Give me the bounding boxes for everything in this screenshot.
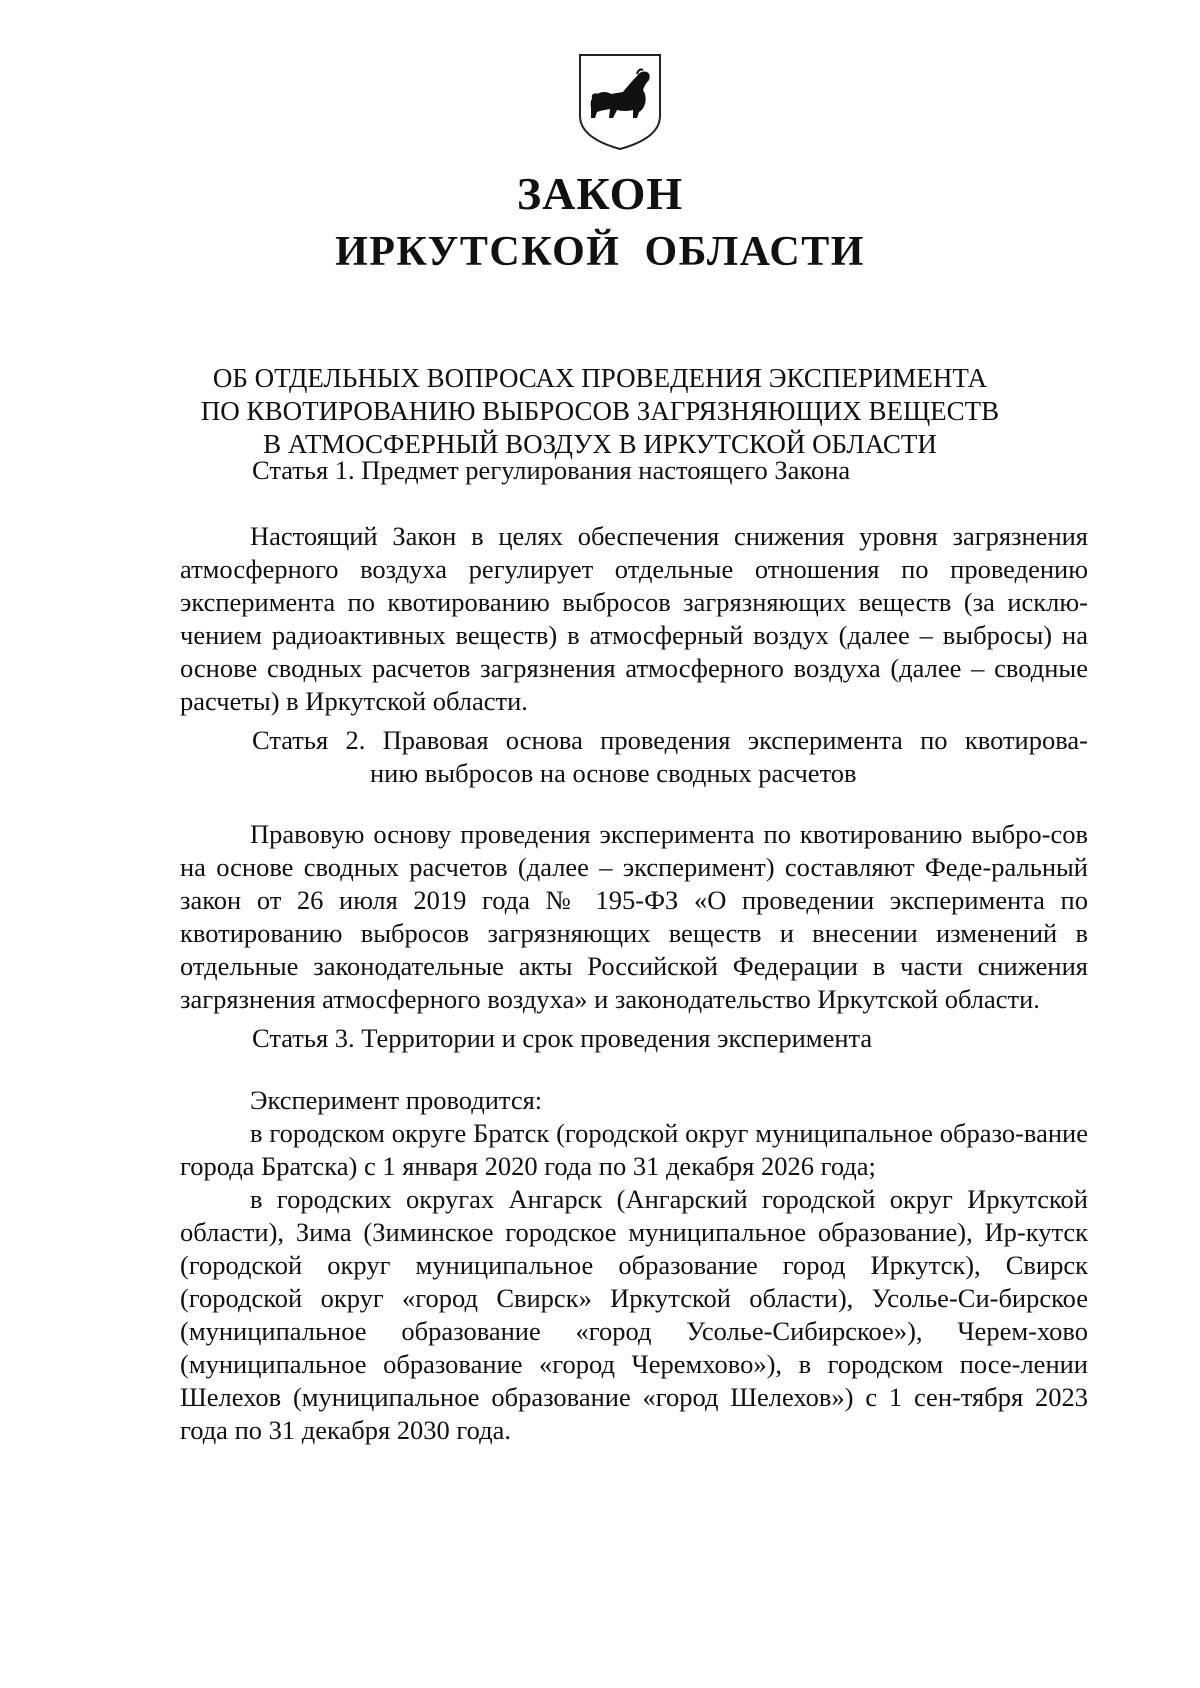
article-3-heading: Статья 3. Территории и срок проведения эксперимента: [252, 1023, 873, 1053]
subtitle-line: ОБ ОТДЕЛЬНЫХ ВОПРОСАХ ПРОВЕДЕНИЯ ЭКСПЕРИМЕНТА: [212, 363, 988, 393]
article-2-heading: [252, 724, 1088, 790]
article-1-heading: Статья 1. Предмет регулирования настоящего Закона: [252, 455, 851, 485]
subtitle-line: В АТМОСФЕРНЫЙ ВОЗДУХ В ИРКУТСКОЙ ОБЛАСТИ: [263, 429, 937, 459]
law-title: ЗАКОН: [516, 168, 684, 219]
article-2-heading-line: нию выбросов на основе сводных расчетов: [370, 758, 857, 788]
article-2-heading-line: Статья 2. Правовая основа проведения эксперимента по квотирова-: [252, 725, 1088, 755]
article-1-body: Настоящий Закон в целях обеспечения снижения уровня загрязнения атмосферного воздуха регулирует отдельные отношения по проведению эксперимента по квотированию выбросов загрязняющих веществ (за исклю-чением радиоактивных веществ) в атмосферный воздух (далее – выбросы) на основе сводных расчетов загрязнения атмосферного воздуха (далее – сводные расчеты) в Иркутской области.: [180, 521, 1088, 716]
article-3-intro: Эксперимент проводится:: [250, 1085, 543, 1115]
subtitle-line: ПО КВОТИРОВАНИЮ ВЫБРОСОВ ЗАГРЯЗНЯЮЩИХ ВЕЩЕСТВ: [200, 396, 1000, 426]
article-2-body: Правовую основу проведения эксперимента по квотированию выбро-сов на основе сводных расчетов (далее – эксперимент) составляют Феде-ральный закон от 26 июля 2019 года № 195-ФЗ «О проведении эксперимента по квотированию выбросов загрязняющих веществ и внесении изменений в отдельные законодательные акты Российской Федерации в части снижения загрязнения атмосферного воздуха» и законодательство Иркутской области.: [180, 819, 1088, 1014]
coat-of-arms-icon: [577, 52, 663, 152]
law-subtitle: [150, 362, 1050, 461]
article-3-item: в городских округах Ангарск (Ангарский городской округ Иркутской области), Зима (Зиминское городское муниципальное образование), Ир-кутск (городской округ муниципальное образование город Иркутск), Свирск (городской округ «город Свирск» Иркутской области), Усолье-Си-бирское (муниципальное образование «город Усолье-Сибирское»), Черем-хово (муниципальное образование «город Черемхово»), в городском посе-лении Шелехов (муниципальное образование «город Шелехов») с 1 сен-тября 2023 года по 31 декабря 2030 года.: [180, 1184, 1088, 1445]
article-3-item: в городском округе Братск (городской округ муниципальное образо-вание города Братска) с 1 января 2020 года по 31 декабря 2026 года;: [180, 1118, 1088, 1181]
law-region-title: ИРКУТСКОЙ ОБЛАСТИ: [335, 229, 865, 275]
